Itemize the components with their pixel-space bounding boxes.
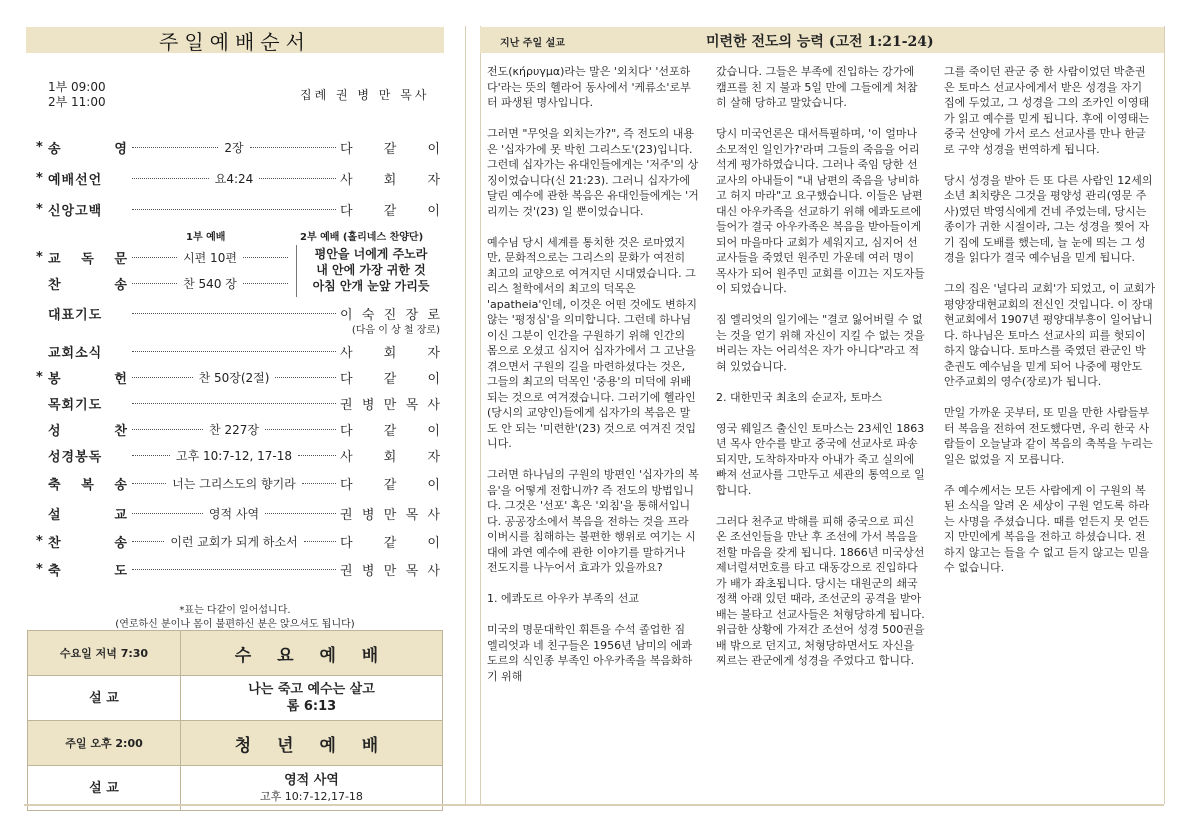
wednesday-time: 수요일 저녁 7:30 — [28, 631, 181, 676]
second-service-label: 2부 예배 (홀리네스 찬양단) — [300, 232, 424, 243]
order-row: * 봉 헌 찬 50장(2절) 다 같 이 — [36, 369, 441, 387]
order-row: * 송 영 2장 다 같 이 — [36, 139, 441, 157]
order-row: 성경봉독 고후 10:7-12, 17-18 사 회 자 — [48, 448, 441, 465]
table-row — [28, 631, 443, 676]
order-row: 성 찬 찬 227장 다 같 이 — [48, 422, 440, 439]
order-row: 목회기도 권 병 만 목 사 — [48, 397, 440, 413]
order-row: * 교 독 문 시편 10편 — [36, 246, 292, 268]
wednesday-service-name: 수 요 예 배 — [181, 631, 443, 676]
youth-sermon-title: 영적 사역 — [284, 773, 339, 788]
bulletin-title: 주일예배순서 — [26, 27, 444, 53]
sermon-tag: 지난 주일 설교 — [500, 38, 565, 49]
youth-service-name: 청 년 예 배 — [181, 721, 443, 766]
first-service-label: 1부 예배 — [186, 232, 226, 243]
seating-note: (연로하신 분이나 몸이 불편하신 분은 앉으셔도 됩니다) — [115, 619, 355, 630]
service-leader: 집례 권 병 만 목사 — [300, 88, 430, 102]
sermon-column-3: 그를 죽이던 관군 중 한 사람이었던 박춘권은 토마스 선교사에게서 받은 성경을 자기 집에 두었고, 그 성경을 그의 조카인 이영태가 읽고 예수를 믿게 됩니다. 후에 이영태는 중국 선양에 가서 로스 선교사를 만나 한글로 구약 성경을 번역하게 됩니다. 당시 성경을 받아 든 또 다른 사람인 12세의 소년 최치량은 그것을 평양성 관리(영문 주사)였던 박영식에게 건네 주었는데, 당시는 종이가 귀한 시절이라, 그는 성경을 찢어 자기 집에 도배를 했는데, 늘 눈에 띄는 그 성경을 읽다가 결국 예수님을 믿게 됩니다. 그의 집은 '널다리 교회'가 되었고, 이 교회가 평양장대현교회의 전신인 것입니다. 이 장대현교회에서 1907년 평양대부흥이 일어납니다. 하나님은 토마스 선교사의 피를 헛되이 하지 않습니다. 토마스를 죽였던 관군인 박춘권도 예수님을 믿게 되어 나중에 평안도 안주교회의 영수(장로)가 됩니다. 만일 가까운 곳부터, 또 믿을 만한 사람들부터 복음을 전하여 전도했다면, 우리 한국 사람들이 오늘날과 같이 복음의 축복을 누리는 일은 없었을 지 모릅니다. 주 예수께서는 모든 사람에게 이 구원의 복된 소식을 알려 온 세상이 구원 얻도록 하라는 사명을 주셨습니다. 때를 얻든지 못 얻든지 만민에게 복음을 전하고 하셨습니다. 전하지 않고는 들을 수 없고 듣지 않고는 믿을 수 없습니다. — [944, 65, 1156, 574]
order-row: 설 교 영적 사역 권 병 만 목 사 — [48, 506, 440, 523]
order-row: * 축 도 권 병 만 목 사 — [36, 561, 440, 579]
order-row: 축 복 송 너는 그리스도의 향기라 다 같 이 — [48, 476, 440, 493]
sermon-column-1: 전도(κήρυγμα)라는 말은 '외치다' '선포하다'라는 뜻의 헬라어 동사에서 '케류소'로부터 파생된 명사입니다. 그러면 "무엇을 외치는가?", 즉 전도의 내용은 '십자가에 못 박힌 그리스도'(23)입니다. 그런데 십자가는 유대인들에게는 '저주'의 상징이었습니다(신 21:23). 그러니 십자가에 달린 예수에 관한 복음은 유대인들에게는 '거리끼는 것'(23) 일 뿐이었습니다. 예수님 당시 세계를 통치한 것은 로마였지만, 문화적으로는 그리스의 문화가 여전히 최고의 교양으로 여겨지던 시대였습니다. 그리스 철학에서의 최고의 덕목은 'apatheia'인데, 이것은 어떤 것에도 변하지 않는 '평정심'을 의미합니다. 그런데 하나님이신 그분이 인간을 구원하기 위해 인간의 몸으로 오셨고 심지어 십자가에서 그 고난을 겪으면서 구원의 길을 마련하셨다는 것은, 그들의 최고의 덕목인 '중용'의 미덕에 위배되는 것으로 여겨졌습니다. 그러기에 헬라인(당시의 교양인)들에게 십자가의 복음은 말도 안 되는 '미련한'(23) 것으로 여겨진 것입니다. 그러면 하나님의 구원의 방편인 '십자가의 복음'을 어떻게 전합니까? 즉 전도의 방법입니다. 그것은 '선포' 혹은 '외침'을 통해서입니다. 공공장소에서 복음을 전하는 것을 프라이버시를 침해하는 불편한 행위로 여기는 시대에 과연 예수에 관한 이야기를 말하거나 전도지를 나누어서 효과가 있을까요? 1. 에콰도르 아우카 부족의 선교 미국의 명문대학인 휘튼을 수석 졸업한 짐 엘리엇과 네 친구들은 1956년 남미의 에콰도르의 식인종 부족인 아우카족을 복음화하기 위해 — [487, 65, 699, 683]
wednesday-sermon-title: 나는 죽고 예수는 살고 — [248, 682, 375, 697]
order-row: * 신앙고백 다 같 이 — [36, 201, 440, 219]
service-times — [48, 80, 106, 110]
table-row — [28, 721, 443, 766]
order-row: * 예배선언 요4:24 사 회 자 — [36, 170, 441, 188]
sermon-title: 미련한 전도의 능력 (고전 1:21-24) — [706, 34, 934, 50]
praise-songs: 평안을 너에게 주노라 내 안에 가장 귀한 것 아침 안개 눈앞 가리듯 — [312, 247, 430, 293]
order-row: 대표기도 이 숙 진 장 로 — [48, 307, 440, 323]
sermon-header — [480, 27, 1164, 53]
youth-time: 주일 오후 2:00 — [28, 721, 181, 766]
order-row: * 찬 송 이런 교회가 되게 하소서 다 같 이 — [36, 533, 440, 551]
order-row: 교회소식 사 회 자 — [48, 345, 440, 361]
bottom-rule — [24, 804, 1164, 806]
wednesday-sermon-label: 설 교 — [28, 676, 181, 721]
youth-sermon-ref: 고후 10:7-12,17-18 — [260, 790, 363, 803]
page-divider — [480, 26, 481, 804]
wednesday-sermon-ref: 롬 6:13 — [286, 699, 337, 714]
wednesday-sermon — [181, 676, 443, 721]
order-row: 찬 송 찬 540 장 — [36, 272, 292, 294]
table-row — [28, 676, 443, 721]
page-divider — [465, 26, 466, 804]
next-prayer: (다음 이 상 철 장로) — [351, 325, 440, 336]
standing-note: *표는 다같이 일어섭니다. — [179, 605, 291, 616]
weekly-services-table — [27, 630, 443, 811]
second-service-time: 2부 11:00 — [48, 95, 106, 109]
first-service-time: 1부 09:00 — [48, 80, 106, 94]
page-border — [1164, 26, 1165, 804]
youth-sermon-label: 설 교 — [28, 766, 181, 811]
sermon-column-2: 갔습니다. 그들은 부족에 진입하는 강가에 캠프를 친 지 불과 5일 만에 그들에게 처참히 살해 당하고 말았습니다. 당시 미국언론은 대서특필하며, '이 얼마나 소모적인 일인가?'라며 그들의 죽음을 어리석게 평가하였습니다. 그러나 죽임 당한 선교사의 아내들이 "내 남편의 죽음을 낭비하고 허지 마라"고 요구했습니다. 이들은 남편 대신 아우카족을 선교하기 위해 에콰도르에 들어가 결국 아우카족은 복음을 받아들이게 되어 마을마다 교회가 세워지고, 심지어 선교사들을 죽였던 원주민 가운데 여러 명이 목사가 되어 원주민 교회를 이끄는 지도자들이 되었습니다. 짐 엘리엇의 일기에는 "결코 잃어버릴 수 없는 것을 얻기 위해 자신이 지킬 수 없는 것을 버리는 자는 어리석은 자가 아니다"라고 적혀 있었습니다. 2. 대한민국 최초의 순교자, 토마스 영국 웨일즈 출신인 토마스는 23세인 1863년 목사 안수를 받고 중국에 선교사로 파송 되지만, 도착하자마자 아내가 죽고 실의에 빠져 선교사를 그만두고 세관의 통역으로 일합니다. 그러다 천주교 박해를 피해 중국으로 피신 온 조선인들을 만난 후 조선에 가서 복음을 전할 마음을 갖게 됩니다. 1866년 미국상선 제너럴셔먼호를 타고 대동강으로 진입하다가 배가 좌초됩니다. 당시는 대원군의 쇄국정책 아래 있던 때라, 조선군의 공격을 받아 배는 불타고 선교사들은 처형당하게 됩니다. 위급한 상황에 가져간 조선어 성경 500권을 배 밖으로 던지고, 처형당하면서도 자신을 찌르는 관군에게 성경을 주었다고 합니다. — [716, 65, 925, 667]
